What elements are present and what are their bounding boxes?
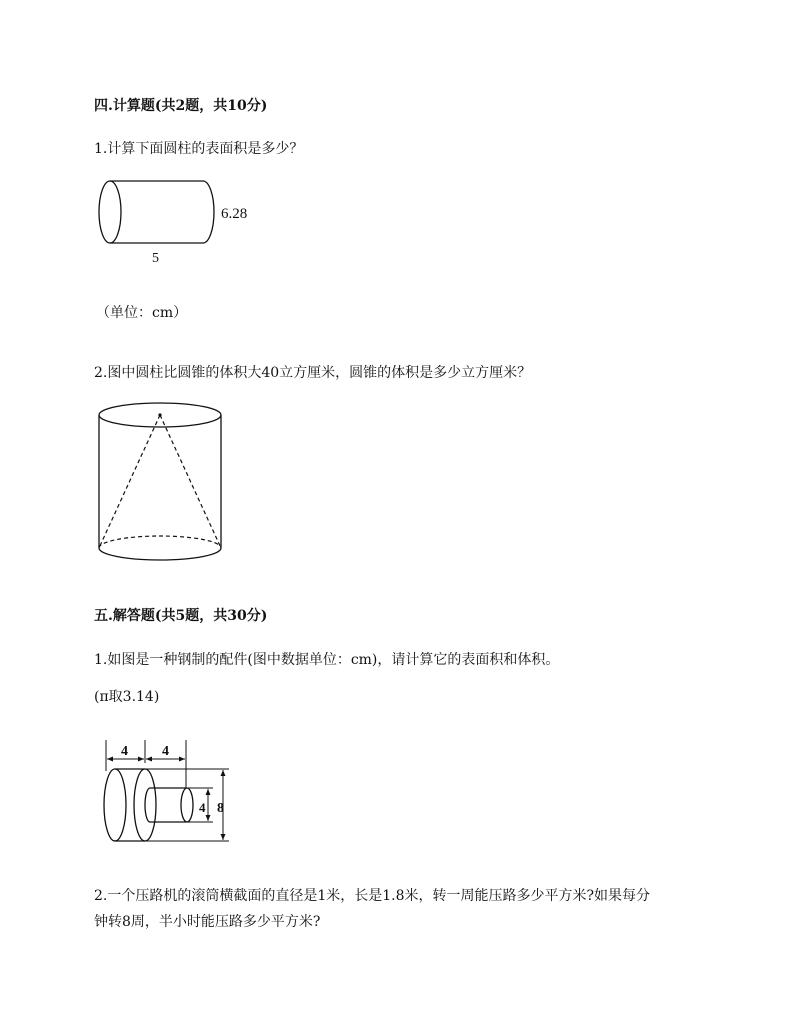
cylinder-cone-figure [90,395,230,575]
cylinder-right-arc [203,181,214,243]
cylinder-length-label: 5 [152,251,159,266]
cone-left-edge [99,415,160,548]
cylinder-bottom-front-arc [99,548,221,560]
cylinder-bottom-back-arc [99,536,221,548]
dimension-left-label: 4 [121,744,128,759]
question-text-line2: 钟转8周，半小时能压路多少平方米? [94,914,321,930]
steel-part-figure [95,735,245,855]
question-text: 1.如图是一种钢制的配件(图中数据单位：cm)，请计算它的表面积和体积。 [94,652,560,668]
question-text-line1: 2.一个压路机的滚筒横截面的直径是1米，长是1.8米，转一周能压路多少平方米?如果每分 [94,888,651,904]
outer-diameter-label: 8 [217,801,224,816]
cone-right-edge [160,415,221,548]
dimension-right-label: 4 [162,744,169,759]
cone-apex [158,413,161,416]
section-title-solution: 五.解答题(共5题，共30分) [94,608,268,624]
inner-diameter-label: 4 [199,800,206,815]
cylinder-height-label: 6.28 [221,206,248,222]
cylinder-figure [90,170,270,270]
inner-cylinder-end-face [181,788,193,822]
unit-note: （单位：cm） [96,305,188,321]
section-title-calculation: 四.计算题(共2题，共10分) [94,98,268,114]
pi-note: (π取3.14) [94,689,160,705]
question-text: 1.计算下面圆柱的表面积是多少？ [94,141,304,157]
question-text: 2.图中圆柱比圆锥的体积大40立方厘米，圆锥的体积是多少立方厘米？ [94,365,532,381]
cylinder-left-face [99,181,121,243]
